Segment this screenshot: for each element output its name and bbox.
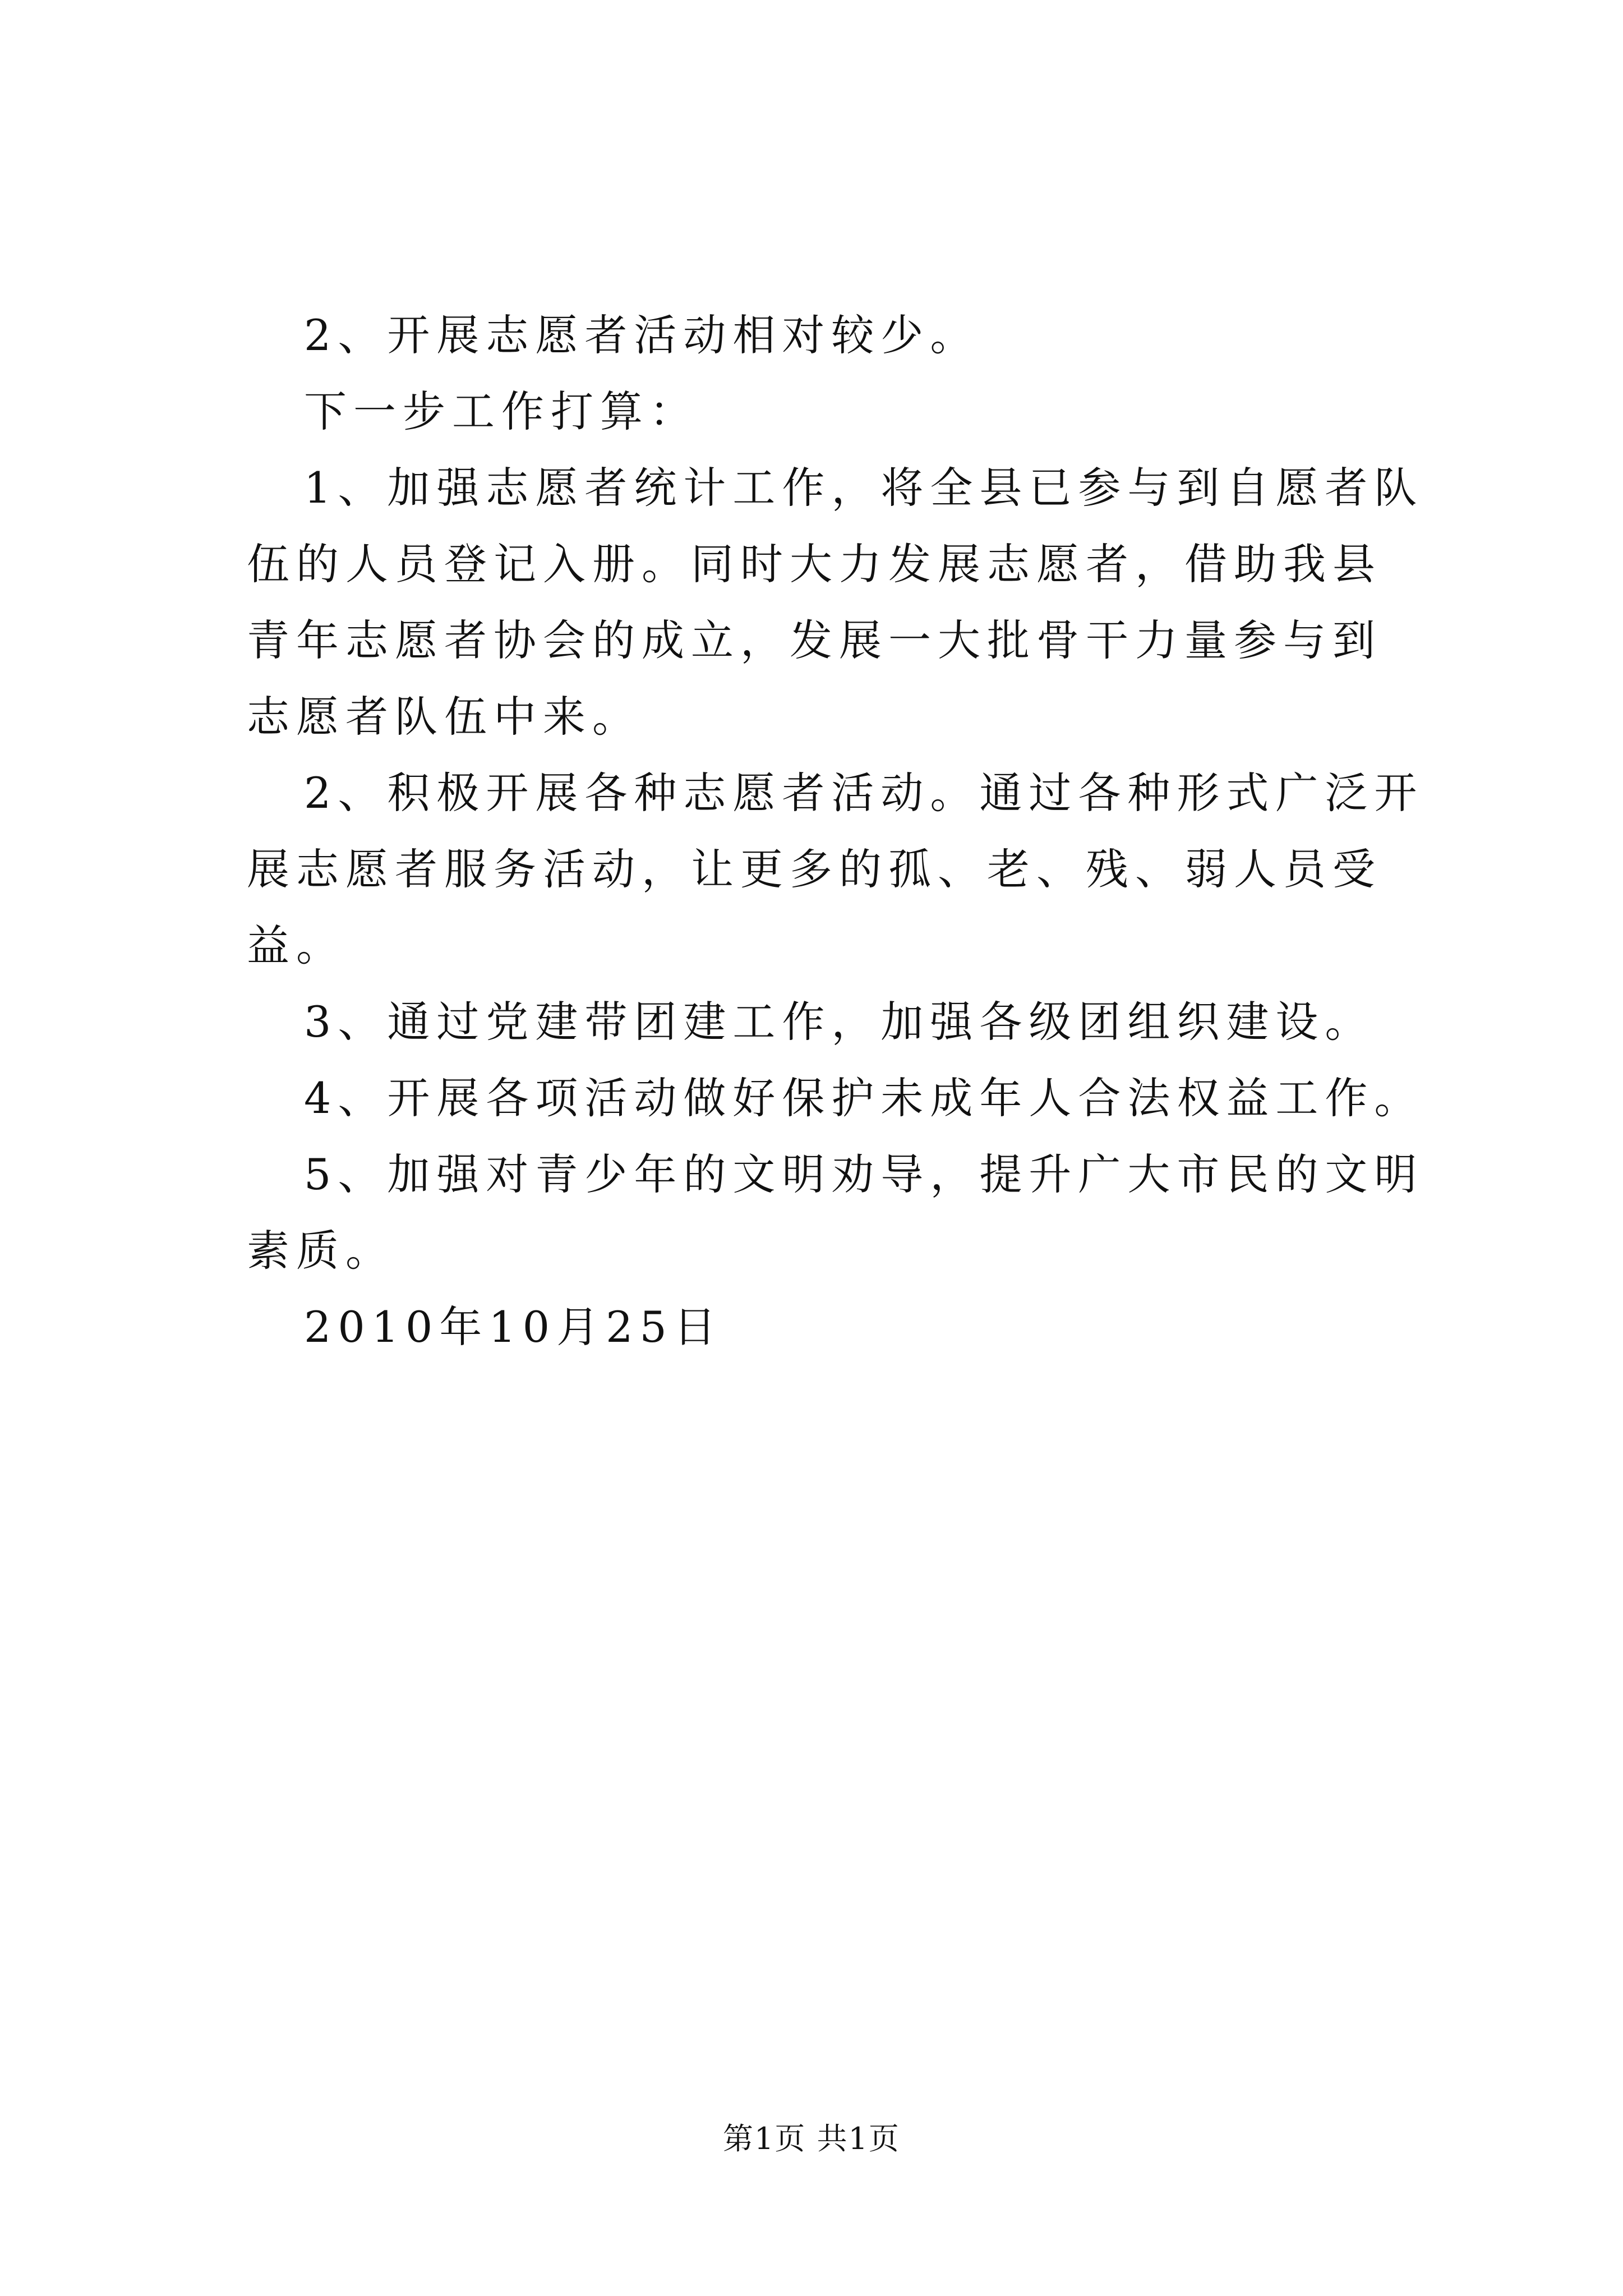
page-footer: 第1页 共1页 <box>723 2121 900 2156</box>
paragraph-issue-2: 2、开展志愿者活动相对较少。 <box>304 310 980 360</box>
document-body <box>247 297 1430 1365</box>
document-date: 2010年10月25日 <box>304 1302 723 1352</box>
paragraph-next-steps-heading: 下一步工作打算： <box>304 386 699 436</box>
paragraph-plan-4: 4、开展各项活动做好保护未成年人合法权益工作。 <box>304 1073 1424 1123</box>
paragraph-plan-1: 1、加强志愿者统计工作，将全县已参与到自愿者队伍的人员登记入册。同时大力发展志愿者，借助我县青年志愿者协会的成立，发展一大批骨干力量参与到志愿者队伍中来。 <box>247 463 1424 742</box>
paragraph-plan-3: 3、通过党建带团建工作，加强各级团组织建设。 <box>304 997 1375 1047</box>
paragraph-plan-5: 5、加强对青少年的文明劝导，提升广大市民的文明素质。 <box>247 1149 1424 1276</box>
paragraph-plan-2: 2、积极开展各种志愿者活动。通过各种形式广泛开展志愿者服务活动，让更多的孤、老、残、弱人员受益。 <box>247 768 1424 970</box>
